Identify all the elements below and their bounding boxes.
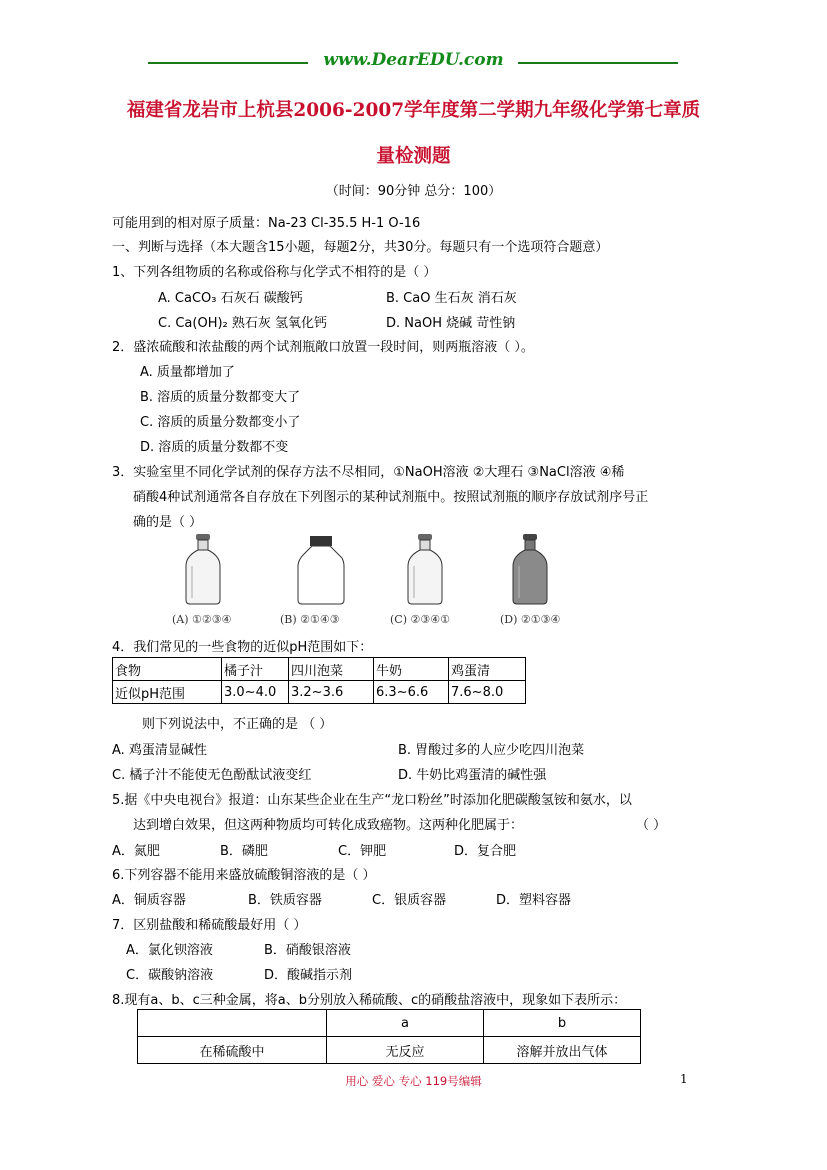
table-cell: 3.2~3.6 — [289, 681, 374, 704]
bottle-c-icon — [408, 534, 442, 604]
ph-table — [112, 657, 526, 704]
q4-option-d: D. 牛奶比鸡蛋清的碱性强 — [398, 768, 547, 783]
table-row — [138, 1010, 641, 1037]
q1-option-b: B. CaO 生石灰 消石灰 — [386, 291, 517, 306]
table-cell: 食物 — [113, 658, 222, 681]
bottle-d-icon — [513, 534, 547, 604]
q3-line2: 硝酸4种试剂通常各自存放在下列图示的某种试剂瓶中。按照试剂瓶的顺序存放试剂序号正 — [133, 490, 649, 505]
q6-stem: 6.下列容器不能用来盛放硫酸铜溶液的是（ ） — [112, 868, 376, 883]
q2-stem: 2．盛浓硫酸和浓盐酸的两个试剂瓶敞口放置一段时间，则两瓶溶液（ ）。 — [112, 340, 534, 355]
table-cell: 鸡蛋清 — [449, 658, 526, 681]
footer-text: 用心 爱心 专心 119号编辑 — [345, 1074, 482, 1088]
q4-stem: 4．我们常见的一些食物的近似pH范围如下： — [112, 640, 373, 655]
table-cell: 无反应 — [327, 1037, 484, 1064]
table-cell: a — [327, 1010, 484, 1037]
q6-option-b: B．铁质容器 — [248, 893, 322, 908]
q6-option-a: A．铜质容器 — [112, 893, 186, 908]
q4-option-a: A. 鸡蛋清显碱性 — [112, 743, 207, 758]
q6-option-c: C．银质容器 — [372, 893, 447, 908]
q5-option-a: A．氮肥 — [112, 844, 160, 859]
table-cell: 7.6~8.0 — [449, 681, 526, 704]
q5-option-b: B．磷肥 — [220, 844, 268, 859]
q1-option-d: D. NaOH 烧碱 苛性钠 — [386, 316, 516, 331]
page-number: 1 — [680, 1072, 688, 1086]
q5-line2: 达到增白效果，但这两种物质均可转化成致癌物。这两种化肥属于： — [133, 818, 524, 833]
table-cell: 6.3~6.6 — [374, 681, 449, 704]
q4-follow: 则下列说法中，不正确的是 （ ） — [142, 717, 333, 732]
table-row — [138, 1037, 641, 1064]
table-cell: b — [484, 1010, 641, 1037]
q1-stem: 1、下列各组物质的名称或俗称与化学式不相符的是（ ） — [112, 265, 437, 280]
q7-option-a: A．氯化钡溶液 — [126, 943, 213, 958]
q7-option-d: D．酸碱指示剂 — [264, 968, 353, 983]
table-cell: 在稀硫酸中 — [138, 1037, 327, 1064]
exam-meta: （时间：90分钟 总分：100） — [325, 184, 502, 199]
q3-line3: 确的是（ ） — [133, 515, 203, 530]
bottle-b-icon — [298, 536, 344, 604]
table-cell — [138, 1010, 327, 1037]
table-cell: 四川泡菜 — [289, 658, 374, 681]
q2-option-a: A. 质量都增加了 — [140, 365, 235, 380]
q4-option-c: C. 橘子汁不能使无色酚酞试液变红 — [112, 768, 312, 783]
table-cell: 近似pH范围 — [113, 681, 222, 704]
section-heading: 一、判断与选择（本大题含15小题，每题2分，共30分。每题只有一个选项符合题意） — [112, 240, 609, 255]
q7-option-c: C．碳酸钠溶液 — [126, 968, 214, 983]
reagent-bottles-figure — [170, 530, 590, 610]
atomic-mass-note: 可能用到的相对原子质量：Na-23 Cl-35.5 H-1 O-16 — [112, 216, 421, 231]
table-cell: 溶解并放出气体 — [484, 1037, 641, 1064]
q6-option-d: D．塑料容器 — [496, 893, 572, 908]
table-cell: 橘子汁 — [222, 658, 289, 681]
q5-option-c: C．钾肥 — [338, 844, 387, 859]
q2-option-c: C. 溶质的质量分数都变小了 — [140, 415, 301, 430]
document-title-line2: 量检测题 — [376, 146, 451, 167]
q2-option-d: D. 溶质的质量分数都不变 — [140, 440, 289, 455]
bottle-c-caption: (C) ②③④① — [390, 613, 450, 626]
bottle-a-icon — [186, 534, 220, 604]
q5-blank: （ ） — [636, 818, 667, 833]
q2-option-b: B. 溶质的质量分数都变大了 — [140, 390, 301, 405]
table-cell: 3.0~4.0 — [222, 681, 289, 704]
q5-option-d: D．复合肥 — [454, 844, 517, 859]
q3-line1: 3．实验室里不同化学试剂的保存方法不尽相同，①NaOH溶液 ②大理石 ③NaCl溶液 ④稀 — [112, 465, 625, 480]
q1-option-c: C. Ca(OH)₂ 熟石灰 氢氧化钙 — [158, 316, 328, 331]
site-name: www.DearEDU.com — [323, 50, 504, 70]
metal-reaction-table — [137, 1009, 641, 1064]
bottle-a-caption: (A) ①②③④ — [172, 613, 232, 626]
table-row — [113, 658, 526, 681]
q7-stem: 7．区别盐酸和稀硫酸最好用（ ） — [112, 918, 307, 933]
table-cell: 牛奶 — [374, 658, 449, 681]
table-row — [113, 681, 526, 704]
q8-stem: 8.现有a、b、c三种金属，将a、b分别放入稀硫酸、c的硝酸盐溶液中，现象如下表所示： — [112, 993, 627, 1008]
document-title-line1: 福建省龙岩市上杭县2006-2007学年度第二学期九年级化学第七章质 — [126, 100, 701, 121]
q7-option-b: B．硝酸银溶液 — [264, 943, 351, 958]
bottle-d-caption: (D) ②①③④ — [500, 613, 561, 626]
q1-option-a: A. CaCO₃ 石灰石 碳酸钙 — [158, 291, 303, 306]
q5-line1: 5.据《中央电视台》报道：山东某些企业在生产“龙口粉丝”时添加化肥碳酸氢铵和氨水，以 — [112, 793, 632, 808]
q4-option-b: B. 胃酸过多的人应少吃四川泡菜 — [398, 743, 585, 758]
bottle-b-caption: (B) ②①④③ — [280, 613, 340, 626]
